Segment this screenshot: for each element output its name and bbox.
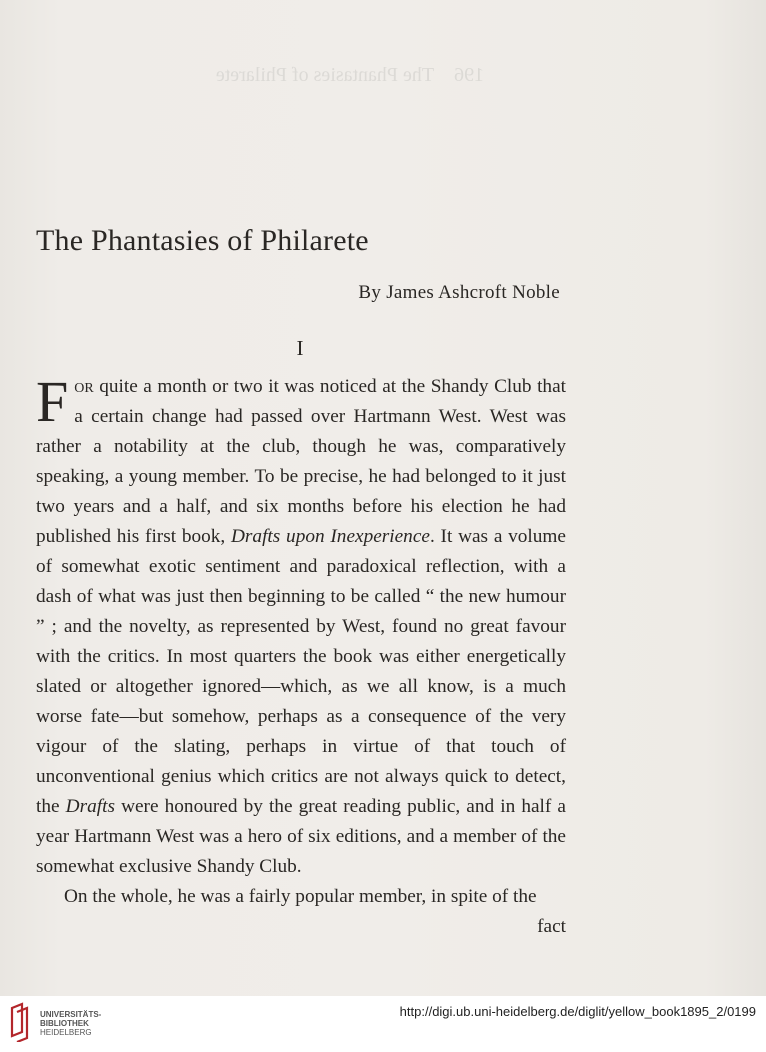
article-body [36,369,566,942]
library-name: UNIVERSITÄTS- BIBLIOTHEK HEIDELBERG [40,1010,102,1037]
book-title-short-italic: Drafts [65,796,115,817]
library-logo-icon [8,1002,30,1042]
book-title-italic: Drafts upon Inexperience [231,526,430,547]
bleed-running-head: 196 The Phantasies of Philarete [215,64,485,86]
paragraph-1 [36,369,566,882]
small-caps-opening: or [74,376,94,397]
chapter-number: I [296,336,304,360]
author-byline: By James Ashcroft Noble [358,282,560,303]
drop-cap: F [36,369,69,434]
page-title: The Phantasies of Philarete [36,224,369,257]
library-footer [0,996,766,1052]
paragraph-2: On the whole, he was a fairly popular member, in spite of the [64,886,537,907]
catchword: fact [537,916,566,937]
source-url-link[interactable]: http://digi.ub.uni-heidelberg.de/diglit/yellow_book1895_2/0199 [399,1004,756,1019]
paragraph-1-text-c: were honoured by the great reading public, and in half a year Hartmann West was a hero of six editions, and a member of the somewhat exclusive Shandy Club. [36,796,566,877]
paragraph-1-text-b: . It was a volume of somewhat exotic sentiment and paradoxical reflection, with a dash of what was just then beginning to be called “ the new humour ” ; and the novelty, as represented by West, found no great favour with the critics. In most quarters the book was either energetically slated or altogether ignored—which, as we all know, is a much worse fate—but somehow, perhaps as a consequence of the very vigour of the slating, perhaps in virtue of that touch of unconventional genius which critics are not always quick to detect, the [36,526,566,817]
paragraph-1-text-a: quite a month or two it was noticed at the Shandy Club that a certain change had passed over Hartmann West. West was rather a notability at the club, though he was, comparatively speaking, a young member. To be precise, he had belonged to it just two years and a half, and six months before his election he had published his first book, [36,376,566,547]
